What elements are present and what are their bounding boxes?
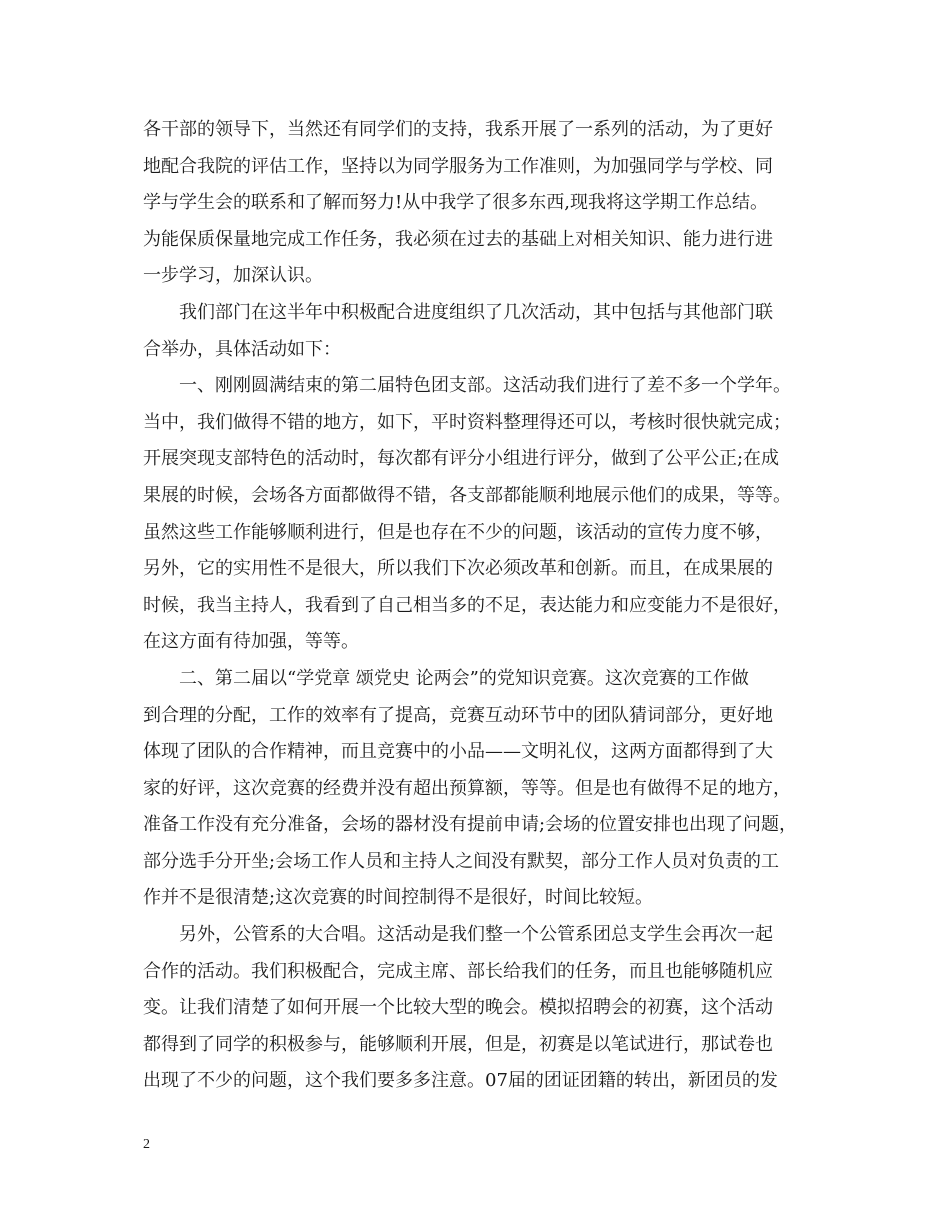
text-line: 到合理的分配，工作的效率有了提高，竞赛互动环节中的团队猜词部分，更好地 bbox=[143, 704, 773, 726]
page-number: 2 bbox=[143, 1137, 150, 1152]
paragraph-start-line: 另外，公管系的大合唱。这活动是我们整一个公管系团总支学生会再次一起 bbox=[179, 924, 773, 946]
text-line: 出现了不少的问题，这个我们要多多注意。07届的团证团籍的转出，新团员的发 bbox=[143, 1070, 778, 1092]
paragraph-start-line: 二、第二届以“学党章 颂党史 论两会”的党知识竞赛。这次竞赛的工作做 bbox=[179, 667, 749, 689]
document-body bbox=[143, 112, 823, 1100]
text-line: 作并不是很清楚;这次竞赛的时间控制得不是很好，时间比较短。 bbox=[143, 887, 654, 909]
text-line: 合作的活动。我们积极配合，完成主席、部长给我们的任务，而且也能够随机应 bbox=[143, 960, 773, 982]
text-line: 在这方面有待加强，等等。 bbox=[143, 631, 359, 653]
text-line: 准备工作没有充分准备，会场的器材没有提前申请;会场的位置安排也出现了问题， bbox=[143, 814, 798, 836]
paragraph-start-line: 我们部门在这半年中积极配合进度组织了几次活动，其中包括与其他部门联 bbox=[179, 301, 773, 323]
text-line: 家的好评，这次竞赛的经费并没有超出预算额，等等。但是也有做得不足的地方， bbox=[143, 777, 791, 799]
text-line: 时候，我当主持人，我看到了自己相当多的不足，表达能力和应变能力不是很好， bbox=[143, 594, 791, 616]
text-line: 当中，我们做得不错的地方，如下，平时资料整理得还可以，考核时很快就完成； bbox=[143, 411, 791, 433]
text-line: 各干部的领导下，当然还有同学们的支持，我系开展了一系列的活动，为了更好 bbox=[143, 119, 773, 140]
text-line: 地配合我院的评估工作，坚持以为同学服务为工作准则，为加强同学与学校、同 bbox=[143, 155, 773, 177]
text-line: 虽然这些工作能够顺利进行，但是也存在不少的问题，该活动的宣传力度不够， bbox=[143, 521, 773, 543]
text-line: 另外，它的实用性不是很大，所以我们下次必须改革和创新。而且，在成果展的 bbox=[143, 558, 773, 580]
text-line: 果展的时候，会场各方面都做得不错，各支部都能顺利地展示他们的成果，等等。 bbox=[143, 484, 791, 506]
text-line: 学与学生会的联系和了解而努力!从中我学了很多东西,现我将这学期工作总结。 bbox=[143, 192, 768, 214]
text-line: 开展突现支部特色的活动时，每次都有评分小组进行评分，做到了公平公正;在成 bbox=[143, 448, 780, 470]
text-line: 部分选手分开坐;会场工作人员和主持人之间没有默契，部分工作人员对负责的工 bbox=[143, 850, 780, 872]
text-line: 合举办，具体活动如下： bbox=[143, 338, 341, 360]
text-line: 体现了团队的合作精神，而且竞赛中的小品——文明礼仪，这两方面都得到了大 bbox=[143, 741, 773, 763]
paragraph-start-line: 一、刚刚圆满结束的第二届特色团支部。这活动我们进行了差不多一个学年。 bbox=[179, 375, 791, 397]
text-line: 为能保质保量地完成工作任务，我必须在过去的基础上对相关知识、能力进行进 bbox=[143, 228, 773, 250]
text-line: 都得到了同学的积极参与，能够顺利开展，但是，初赛是以笔试进行，那试卷也 bbox=[143, 1033, 773, 1055]
text-line: 一步学习，加深认识。 bbox=[143, 265, 323, 287]
text-line: 变。让我们清楚了如何开展一个比较大型的晚会。模拟招聘会的初赛，这个活动 bbox=[143, 997, 773, 1019]
